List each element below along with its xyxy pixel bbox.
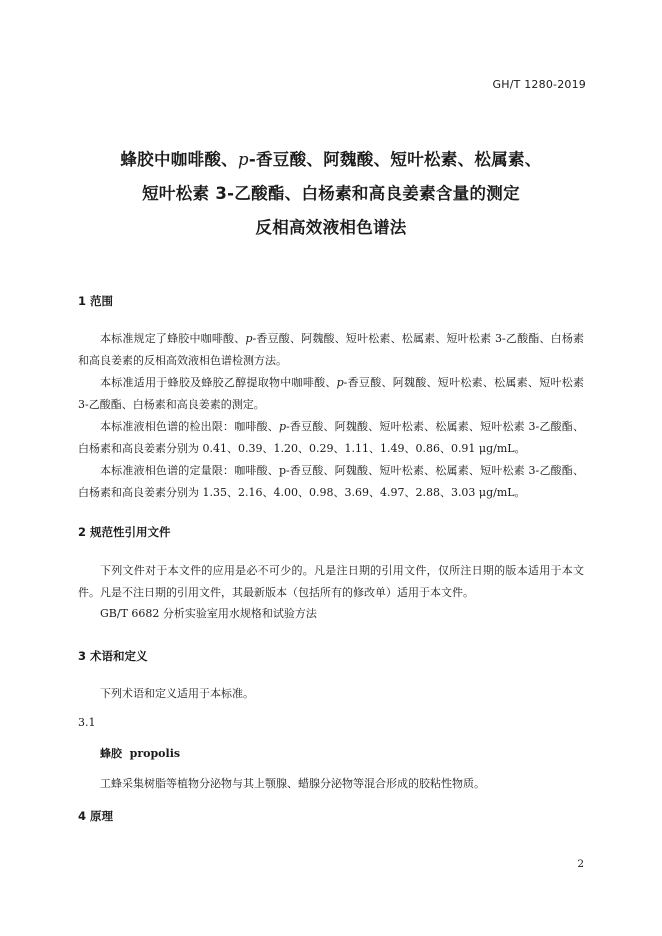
s1p2-pre: 本标准适用于蜂胶及蜂胶乙醇提取物中咖啡酸、 — [100, 376, 337, 389]
section-4-heading: 4 原理 — [78, 809, 114, 823]
document-title-line-3: 反相高效液相色谱法 — [255, 218, 407, 237]
s1p2-post: -香豆酸、阿魏酸、短叶松素、松属素、短叶松素 3-乙酸酯、白杨素和高良姜素的测定。 — [78, 376, 585, 411]
s1p3-italic: p — [278, 420, 287, 433]
section-3-intro: 下列术语和定义适用于本标准。 — [100, 687, 254, 700]
section-1-paragraph-4: 本标准液相色谱的定量限：咖啡酸、p-香豆酸、阿魏酸、短叶松素、松属素、短叶松素 3-乙酸酯、白杨素和高良姜素分别为 1.35、2.16、4.00、0.98、3.69、4.97、2.88、3.03 μg/mL。 — [78, 464, 584, 499]
section-3-heading: 3 术语和定义 — [78, 649, 148, 663]
section-2-heading: 2 规范性引用文件 — [78, 525, 171, 539]
page-number: 2 — [577, 858, 584, 870]
s1p1-post: -香豆酸、阿魏酸、短叶松素、松属素、短叶松素 3-乙酸酯、白杨素和高良姜素的反相高效液相色谱检测方法。 — [78, 332, 585, 367]
standard-code: GH/T 1280-2019 — [492, 78, 586, 91]
term-en: propolis — [129, 747, 181, 760]
subsection-number: 3.1 — [78, 716, 96, 729]
term-definition: 工蜂采集树脂等植物分泌物与其上颚腺、蜡腺分泌物等混合形成的胶粘性物质。 — [100, 777, 485, 790]
document-title-line-1 — [0, 146, 662, 170]
s1p3-post: -香豆酸、阿魏酸、短叶松素、松属素、短叶松素 3-乙酸酯、白杨素和高良姜素分别为 0.41、0.39、1.20、0.29、1.11、1.49、0.86、0.91 μg/mL。 — [78, 420, 584, 455]
section-1-paragraph-2 — [78, 372, 584, 416]
term-entry — [100, 745, 180, 761]
section-1-heading: 1 范围 — [78, 294, 114, 308]
section-1-paragraph-1 — [78, 328, 584, 372]
section-2-paragraph-1: 下列文件对于本文件的应用是必不可少的。凡是注日期的引用文件，仅所注日期的版本适用于本文件。凡是不注日期的引用文件，其最新版本（包括所有的修改单）适用于本文件。 — [78, 564, 584, 599]
title-line1-italic: p — [237, 150, 249, 169]
s1p2-italic: p — [336, 376, 344, 389]
normative-reference: GB/T 6682 分析实验室用水规格和试验方法 — [100, 607, 317, 620]
s1p3-pre: 本标准液相色谱的检出限：咖啡酸、 — [100, 420, 279, 433]
title-line1-pre: 蜂胶中咖啡酸、 — [120, 150, 238, 169]
document-title-line-2: 短叶松素 3-乙酸酯、白杨素和高良姜素含量的测定 — [142, 184, 520, 203]
s1p1-pre: 本标准规定了蜂胶中咖啡酸、 — [100, 332, 246, 345]
title-line1-post: -香豆酸、阿魏酸、短叶松素、松属素、 — [248, 150, 542, 169]
term-zh: 蜂胶 — [100, 747, 122, 760]
s1p1-italic: p — [245, 332, 253, 345]
section-1-paragraph-3 — [78, 416, 584, 460]
